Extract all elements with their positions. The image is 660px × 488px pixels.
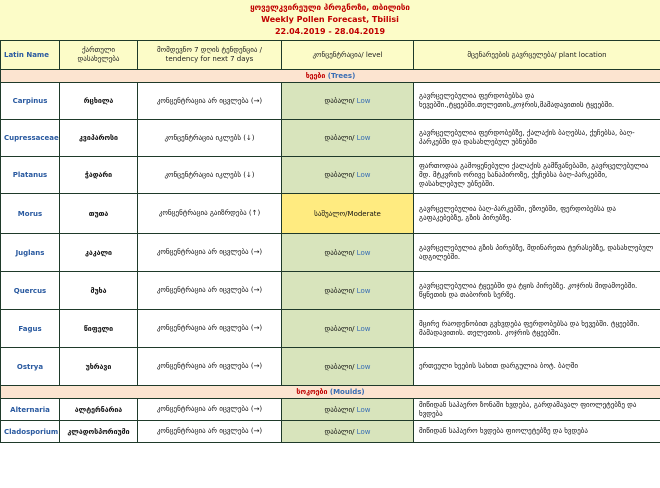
table-row <box>1 234 660 272</box>
level-en: Low <box>354 362 371 371</box>
table-row <box>1 194 660 234</box>
section-moulds <box>1 386 660 399</box>
level-en: Moderate <box>347 209 381 218</box>
col-tendency: მომდევნო 7 დღის ტენდენცია / tendency for next 7 days <box>138 41 282 70</box>
table-row <box>1 272 660 310</box>
latin-name-cell: Juglans <box>1 234 60 272</box>
col-plant-location: მცენარეების გავრცელება/ plant location <box>414 41 660 70</box>
latin-name-cell: Cupressaceae <box>1 120 60 157</box>
section-moulds-ka: სოკოები <box>296 388 328 396</box>
plant-location-cell: გავრცელებულია გზის პირებზე, მდინარეთა ტერასებზე, დასახლებულ ადგილებში. <box>414 234 660 272</box>
level-ka: დაბალი/ <box>324 97 355 105</box>
table-row <box>1 421 660 443</box>
georgian-name-cell: ჭადარი <box>60 157 138 194</box>
tendency-cell: კონცენტრაცია არ იცვლება (→) <box>138 83 282 120</box>
level-cell <box>282 234 414 272</box>
level-ka: დაბალი/ <box>324 405 355 414</box>
latin-name-cell: Alternaria <box>1 399 60 421</box>
plant-location-cell: გავრცელებულია ტყეებში და ტყის პირებზე. კოჯრის მიდამოებში. წყნეთის და თაბორის სერზე. <box>414 272 660 310</box>
level-en: Low <box>354 97 371 105</box>
level-en: Low <box>354 248 371 257</box>
level-en: Low <box>354 171 371 179</box>
level-ka: დაბალი/ <box>324 324 355 333</box>
tendency-cell: კონცენტრაცია არ იცვლება (→) <box>138 399 282 421</box>
level-en: Low <box>354 286 371 295</box>
plant-location-cell: მიწიდან საჰაერო ზონაში ხვდება, გარდამავალ ფიოლეტებზე და ხვდება <box>414 399 660 421</box>
title-georgian: ყოველკვირეული პროგნოზი, თბილისი <box>250 3 410 12</box>
level-ka: დაბალი/ <box>324 134 355 142</box>
latin-name-cell: Quercus <box>1 272 60 310</box>
tendency-cell: კონცენტრაცია არ იცვლება (→) <box>138 234 282 272</box>
level-ka: დაბალი/ <box>324 362 355 371</box>
tendency-cell: კონცენტრაცია არ იცვლება (→) <box>138 310 282 348</box>
level-en: Low <box>354 405 371 414</box>
level-ka: დაბალი/ <box>324 248 355 257</box>
level-ka: დაბალი/ <box>324 427 355 436</box>
latin-name-cell: Carpinus <box>1 83 60 120</box>
section-moulds-row <box>1 386 660 399</box>
table-row <box>1 310 660 348</box>
section-moulds-en: (Moulds) <box>329 388 365 396</box>
georgian-name-cell: რცხილა <box>60 83 138 120</box>
level-ka: საშუალო/ <box>314 209 348 218</box>
georgian-name-cell: კაკალი <box>60 234 138 272</box>
column-header-row <box>1 41 660 70</box>
title-english: Weekly Pollen Forecast, Tbilisi <box>261 15 399 24</box>
plant-location-cell: ერთეული ხეების სახით დარგულია ბოტ. ბაღში <box>414 348 660 386</box>
plant-location-cell: გავრცელებულია ფერდობებსა და ხევებში.,ტყეებში.თელეთის,კოჯრის,მამადავითის ტყეებში. <box>414 83 660 120</box>
level-ka: დაბალი/ <box>324 286 355 295</box>
tendency-cell: კონცენტრაცია არ იცვლება (→) <box>138 348 282 386</box>
latin-name-cell: Morus <box>1 194 60 234</box>
section-trees-row <box>1 70 660 83</box>
table-row <box>1 83 660 120</box>
level-ka: დაბალი/ <box>324 171 355 179</box>
level-en: Low <box>354 324 371 333</box>
tendency-cell: კონცენტრაცია გაიზრდება (↑) <box>138 194 282 234</box>
georgian-name-cell: თუთა <box>60 194 138 234</box>
level-en: Low <box>354 427 371 436</box>
georgian-name-cell: მუხა <box>60 272 138 310</box>
georgian-name-cell: კვიპაროსი <box>60 120 138 157</box>
plant-location-cell: ფართოდაა გამოყენებული ქალაქის გამწვანებაში, გავრცელებულია მდ. მტკვრის ორივე სანაპიროზე, ქუჩებსა ბაღ-პარკებში, დასახლებულ უბნებში. <box>414 157 660 194</box>
georgian-name-cell: უხრავი <box>60 348 138 386</box>
plant-location-cell: გავრცელებულია ბაღ-პარკებში, ეზოებში, ფერდობებსა და გაფაკებებზე, გზის პირებზე. <box>414 194 660 234</box>
level-cell <box>282 348 414 386</box>
georgian-name-cell: წიფელი <box>60 310 138 348</box>
level-cell <box>282 157 414 194</box>
table-row <box>1 120 660 157</box>
level-cell <box>282 83 414 120</box>
date-range: 22.04.2019 - 28.04.2019 <box>274 27 386 36</box>
level-cell <box>282 421 414 443</box>
table-row <box>1 399 660 421</box>
tendency-cell: კონცენტრაცია არ იცვლება (→) <box>138 421 282 443</box>
section-trees <box>1 70 660 83</box>
georgian-name-cell: ალტერნარია <box>60 399 138 421</box>
georgian-name-cell: კლადოსპორიუმი <box>60 421 138 443</box>
section-trees-en: (Trees) <box>327 72 356 80</box>
col-level: კონცენტრაცია/ level <box>282 41 414 70</box>
col-georgian-name: ქართული დასახელება <box>60 41 138 70</box>
tendency-cell: კონცენტრაცია იკლებს (↓) <box>138 157 282 194</box>
plant-location-cell: მიწიდან საჰაერო ხვდება ფიოლეტებზე და ხვდება <box>414 421 660 443</box>
col-latin-name: Latin Name <box>1 41 60 70</box>
level-en: Low <box>354 134 371 142</box>
level-cell <box>282 399 414 421</box>
level-cell <box>282 120 414 157</box>
latin-name-cell: Platanus <box>1 157 60 194</box>
section-trees-ka: ხეები <box>305 72 326 80</box>
level-cell <box>282 310 414 348</box>
plant-location-cell: გავრცელებულია ფერდობებზე, ქალაქის ბაღებსა, ქუჩებსა, ბაღ-პარკებში და დასახლებულ უბნებში <box>414 120 660 157</box>
tendency-cell: კონცენტრაცია იკლებს (↓) <box>138 120 282 157</box>
level-cell <box>282 194 414 234</box>
tendency-cell: კონცენტრაცია არ იცვლება (→) <box>138 272 282 310</box>
plant-location-cell: მცირე რაოდენობით გვხვდება ფერდობებსა და ხევებში. ტყეებში. მამადავითის. თელეთის. კოჯრის ტყეებში. <box>414 310 660 348</box>
latin-name-cell: Cladosporium <box>1 421 60 443</box>
latin-name-cell: Ostrya <box>1 348 60 386</box>
table-row <box>1 348 660 386</box>
forecast-table <box>0 40 660 443</box>
latin-name-cell: Fagus <box>1 310 60 348</box>
forecast-header <box>0 0 660 40</box>
table-row <box>1 157 660 194</box>
level-cell <box>282 272 414 310</box>
